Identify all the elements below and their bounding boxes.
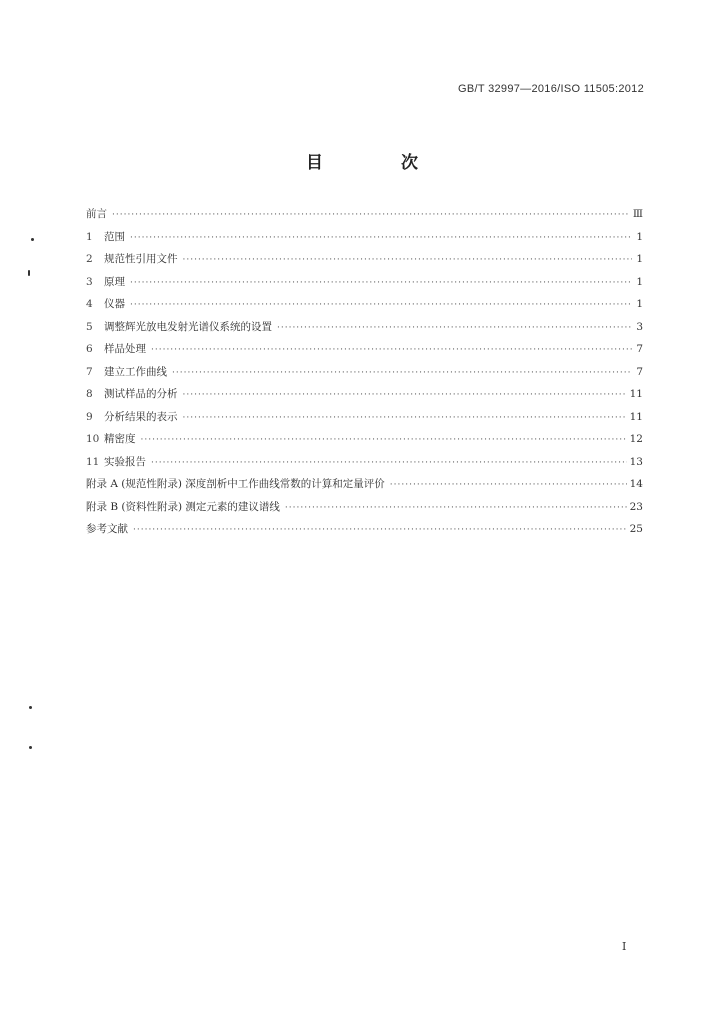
toc-leader-dots	[183, 249, 633, 272]
toc-leader-dots	[277, 317, 632, 340]
toc-leader-dots	[183, 407, 627, 430]
toc-leader-dots	[141, 429, 627, 452]
toc-entry-number: 2	[86, 253, 93, 265]
toc-entry-number: 6	[86, 343, 93, 355]
toc-entry-4[interactable]	[86, 293, 643, 316]
toc-entry-page: 1	[636, 275, 643, 288]
toc-entry-page: 11	[629, 410, 643, 423]
toc-entry-label: 参考文献	[86, 523, 128, 535]
toc-entry-label: 精密度	[104, 433, 136, 445]
toc-leader-dots	[130, 294, 632, 317]
toc-entry-label: 原理	[104, 275, 125, 288]
toc-entry-page: 23	[629, 500, 643, 513]
toc-entry-page: 7	[636, 343, 643, 355]
toc-entry-label: 范围	[104, 230, 125, 243]
toc-entry-number: 3	[86, 275, 93, 288]
toc-leader-dots	[130, 272, 632, 295]
toc-leader-dots	[183, 384, 627, 407]
toc-entry-number: 5	[86, 320, 93, 333]
toc-entry-number: 1	[86, 230, 93, 243]
toc-entry-label: 附录 B (资料性附录) 测定元素的建议谱线	[86, 500, 280, 513]
page-number: Ⅰ	[622, 940, 627, 953]
toc-entry-label: 建立工作曲线	[104, 365, 167, 378]
toc-entry-number: 4	[86, 298, 93, 310]
toc-entry-8[interactable]	[86, 383, 643, 406]
toc-entry-9[interactable]	[86, 406, 643, 429]
toc-leader-dots	[285, 497, 627, 520]
toc-entry-page: 1	[636, 253, 643, 265]
toc-entry-page: 14	[629, 478, 643, 490]
table-of-contents	[86, 203, 643, 541]
toc-entry-2[interactable]	[86, 248, 643, 271]
toc-entry-foreword[interactable]	[86, 203, 643, 226]
toc-entry-page: 13	[629, 455, 643, 468]
toc-entry-label: 样品处理	[104, 343, 146, 355]
toc-entry-page: 3	[636, 320, 643, 333]
toc-entry-6[interactable]	[86, 338, 643, 361]
scan-mark	[29, 746, 32, 749]
toc-entry-label: 调整辉光放电发射光谱仪系统的设置	[104, 320, 272, 333]
toc-entry-number: 7	[86, 365, 93, 378]
standard-number: GB/T 32997—2016/ISO 11505:2012	[458, 83, 644, 95]
toc-entry-7[interactable]	[86, 361, 643, 384]
toc-entry-page: 11	[629, 388, 643, 400]
toc-leader-dots	[133, 519, 627, 542]
toc-entry-label: 附录 A (规范性附录) 深度剖析中工作曲线常数的计算和定量评价	[86, 478, 385, 490]
toc-entry-number: 9	[86, 410, 93, 423]
toc-leader-dots	[151, 452, 627, 475]
toc-leader-dots	[390, 474, 627, 497]
toc-entry-number: 10	[86, 433, 100, 445]
scan-mark	[29, 706, 32, 709]
toc-leader-dots	[130, 227, 632, 250]
toc-entry-1[interactable]	[86, 226, 643, 249]
toc-entry-page: 1	[636, 230, 643, 243]
toc-entry-number: 11	[86, 455, 100, 468]
toc-entry-3[interactable]	[86, 271, 643, 294]
toc-leader-dots	[112, 204, 630, 227]
toc-entry-label: 实验报告	[104, 455, 146, 468]
scan-mark	[28, 270, 30, 276]
toc-entry-page: 7	[636, 365, 643, 378]
toc-entry-11[interactable]	[86, 451, 643, 474]
toc-entry-label: 前言	[86, 208, 107, 220]
toc-entry-label: 分析结果的表示	[104, 410, 178, 423]
toc-entry-page: 1	[636, 298, 643, 310]
scan-mark	[31, 238, 34, 241]
toc-entry-bibliography[interactable]	[86, 518, 643, 541]
toc-entry-label: 测试样品的分析	[104, 388, 178, 400]
toc-entry-5[interactable]	[86, 316, 643, 339]
toc-entry-page: 12	[629, 433, 643, 445]
toc-entry-page: 25	[629, 523, 643, 535]
toc-title: 目 次	[306, 153, 454, 173]
toc-entry-annex-a[interactable]	[86, 473, 643, 496]
toc-entry-number: 8	[86, 388, 93, 400]
toc-entry-10[interactable]	[86, 428, 643, 451]
toc-entry-label: 规范性引用文件	[104, 253, 178, 265]
toc-leader-dots	[172, 362, 632, 385]
toc-leader-dots	[151, 339, 632, 362]
toc-entry-annex-b[interactable]	[86, 496, 643, 519]
toc-entry-page: Ⅲ	[632, 208, 643, 220]
toc-entry-label: 仪器	[104, 298, 125, 310]
